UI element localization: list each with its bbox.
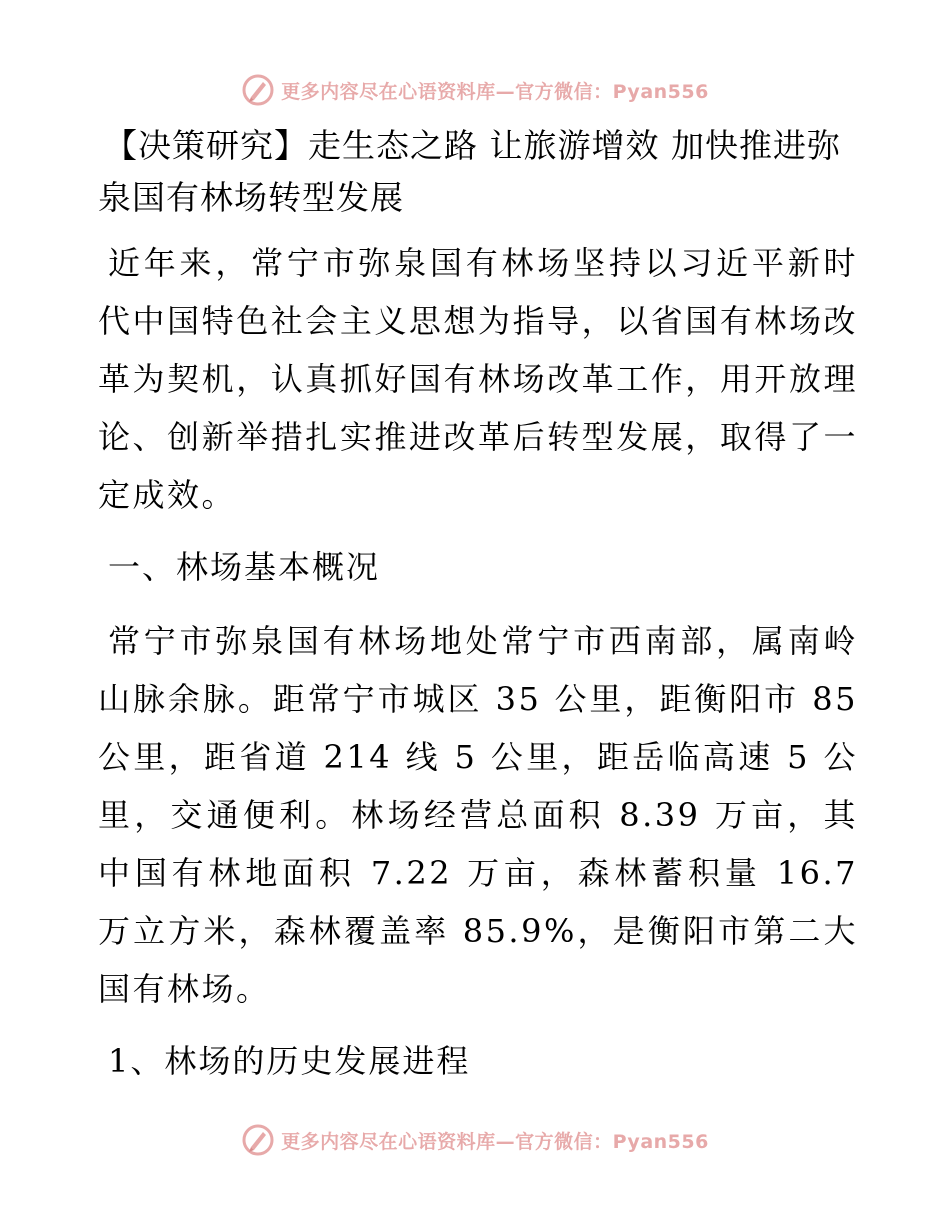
watermark-text: 更多内容尽在心语资料库—官方微信：Pyan556 [281,1130,709,1153]
intro-paragraph: 近年来，常宁市弥泉国有林场坚持以习近平新时代中国特色社会主义思想为指导，以省国有林场改革为契机，认真抓好国有林场改革工作，用开放理论、创新举措扎实推进改革后转型发展，取得了一定成效。 [98,244,858,514]
footer-watermark [0,1120,950,1160]
overview-paragraph: 常宁市弥泉国有林场地处常宁市西南部，属南岭山脉余脉。距常宁市城区 35 公里，距衡阳市 85 公里，距省道 214 线 5 公里，距岳临高速 5 公里，交通便利。林场经营总面积 8.39 万亩，其中国有林地面积 7.22 万亩，森林蓄积量 16.7 万立方米，森林覆盖率 85.9%，是衡阳市第二大国有林场。 [98,622,858,1008]
pen-circle-logo-icon [241,1123,275,1157]
header-watermark [0,70,950,110]
section-heading-overview: 一、林场基本概况 [108,548,381,586]
document-body [98,120,858,1106]
subsection-heading-history: 1、林场的历史发展进程 [108,1042,471,1080]
document-title: 【决策研究】走生态之路 让旅游增效 加快推进弥泉国有林场转型发展 [98,126,841,217]
pen-circle-logo-icon [241,73,275,107]
watermark-text: 更多内容尽在心语资料库—官方微信：Pyan556 [281,80,709,103]
